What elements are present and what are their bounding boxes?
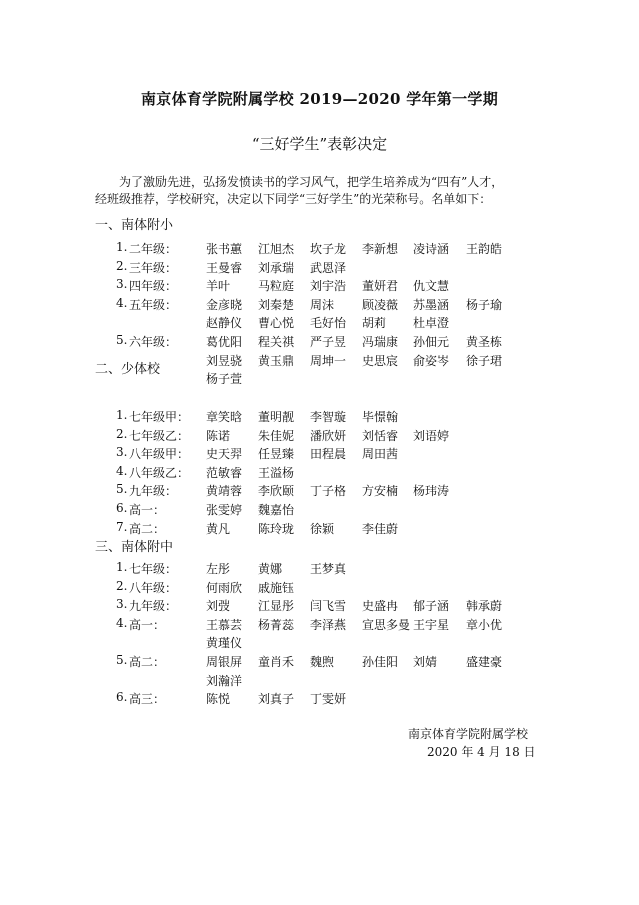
student-name: 王曼睿 — [206, 260, 243, 275]
student-name: 李欣颐 — [258, 484, 295, 499]
section-heading: 一、南体附小 — [95, 218, 174, 233]
section-heading: 二、少体校 — [95, 362, 161, 377]
student-name: 江旭杰 — [258, 242, 295, 256]
list-item — [0, 579, 639, 595]
student-name: 杨菁蕊 — [258, 617, 295, 632]
student-name: 徐子珺 — [466, 353, 503, 368]
item-number: 1. — [116, 408, 128, 422]
item-number: 4. — [116, 295, 128, 310]
student-name: 刘语婷 — [413, 428, 450, 443]
student-name: 刘昱骁 — [206, 353, 243, 368]
student-name: 苏墨涵 — [413, 297, 450, 312]
student-name: 周沫 — [310, 297, 335, 312]
list-item — [0, 259, 639, 275]
student-name: 田程晨 — [310, 447, 347, 462]
student-name: 黄靖蓉 — [206, 484, 243, 499]
student-name: 章笑晗 — [206, 410, 243, 424]
item-number: 5. — [116, 653, 128, 667]
student-name: 丁子格 — [310, 484, 347, 499]
student-name: 史思宸 — [362, 353, 399, 368]
list-item — [0, 616, 639, 632]
student-name: 刘秦楚 — [258, 297, 295, 312]
grade-label: 七年级： — [129, 562, 178, 576]
student-name: 曹心悦 — [258, 316, 295, 331]
list-item — [0, 445, 639, 461]
student-name: 董明靓 — [258, 410, 295, 424]
student-name: 毕憬翰 — [362, 410, 399, 424]
grade-label: 四年级： — [129, 279, 178, 294]
student-name: 张雯婷 — [206, 503, 243, 517]
student-name: 周田茜 — [362, 447, 399, 462]
student-name: 方安楠 — [362, 484, 399, 499]
student-name: 王溢杨 — [258, 465, 295, 480]
student-name: 武恩泽 — [310, 260, 347, 275]
signature: 南京体育学院附属学校 — [408, 727, 529, 741]
student-name: 黄凡 — [206, 521, 231, 536]
student-name: 韩承蔚 — [466, 599, 503, 614]
student-name: 王慕芸 — [206, 617, 243, 632]
student-name: 胡莉 — [362, 316, 387, 331]
student-name: 朱佳妮 — [258, 428, 295, 443]
student-name: 戚施钰 — [258, 580, 295, 595]
student-name: 左彤 — [206, 562, 231, 576]
student-name: 童肖禾 — [258, 655, 295, 669]
student-name: 史盛冉 — [362, 599, 399, 614]
list-item — [0, 690, 639, 706]
list-item — [0, 427, 639, 443]
student-name: 丁雯妍 — [310, 692, 347, 707]
list-item — [0, 464, 639, 480]
student-name: 刘宇浩 — [310, 279, 347, 294]
student-name: 何雨欣 — [206, 580, 243, 595]
student-name: 赵静仪 — [206, 316, 243, 331]
student-name: 周银屏 — [206, 655, 243, 669]
student-name: 李新想 — [362, 242, 399, 256]
document-date: 2020 年 4 月 18 日 — [427, 745, 536, 759]
item-number: 5. — [116, 333, 128, 347]
item-number: 3. — [116, 445, 128, 460]
student-name: 潘欣妍 — [310, 428, 347, 443]
list-item — [0, 560, 639, 576]
item-number: 6. — [116, 501, 128, 515]
student-name: 凌诗涵 — [413, 242, 450, 256]
item-number: 2. — [116, 426, 128, 441]
student-name: 黄玉鼎 — [258, 353, 295, 368]
student-name: 周坤一 — [310, 353, 347, 368]
grade-label: 九年级： — [129, 484, 178, 499]
student-name: 杨子萱 — [206, 372, 243, 387]
item-number: 7. — [116, 519, 128, 534]
list-item — [0, 520, 639, 536]
student-name: 徐颖 — [310, 521, 335, 536]
section-heading: 三、南体附中 — [95, 540, 174, 555]
student-name: 张书蕙 — [206, 242, 243, 256]
student-name: 杨子瑜 — [466, 297, 503, 312]
item-number: 2. — [116, 258, 128, 273]
page-title: 南京体育学院附属学校 2019—2020 学年第一学期 — [140, 90, 499, 108]
student-name: 李智璇 — [310, 410, 347, 424]
item-number: 1. — [116, 560, 128, 574]
grade-label: 六年级： — [129, 335, 178, 349]
student-name: 江显彤 — [258, 599, 295, 614]
grade-label: 九年级： — [129, 599, 178, 614]
student-name: 刘弢 — [206, 599, 231, 614]
student-name: 刘瀚洋 — [206, 673, 243, 688]
student-name: 王梦真 — [310, 562, 347, 576]
student-name: 刘婧 — [413, 655, 438, 669]
student-name: 刘真子 — [258, 692, 295, 707]
student-name: 王韵皓 — [466, 242, 503, 256]
student-name: 刘恬睿 — [362, 428, 399, 443]
item-number: 3. — [116, 597, 128, 612]
list-item — [0, 501, 639, 517]
intro-line-2: 经班级推荐，学校研究，决定以下同学“三好学生”的光荣称号。名单如下： — [95, 192, 492, 206]
student-name: 顾凌薇 — [362, 297, 399, 312]
student-name: 严子昱 — [310, 335, 347, 349]
student-name: 黄娜 — [258, 562, 283, 576]
student-name: 刘承瑞 — [258, 260, 295, 275]
student-name: 仇文慧 — [413, 279, 450, 294]
student-name: 章小优 — [466, 617, 503, 632]
grade-label: 高二： — [129, 655, 166, 669]
grade-label: 八年级乙： — [129, 465, 190, 480]
student-name: 马粒庭 — [258, 279, 295, 294]
list-item — [0, 597, 639, 613]
item-number: 4. — [116, 615, 128, 630]
item-number: 2. — [116, 578, 128, 593]
student-name: 冯瑞康 — [362, 335, 399, 349]
grade-label: 高一： — [129, 617, 166, 632]
student-name: 坎子龙 — [310, 242, 347, 256]
student-name: 李佳蔚 — [362, 521, 399, 536]
student-name: 宣思多曼 — [362, 617, 411, 632]
student-name: 葛优阳 — [206, 335, 243, 349]
student-name: 孙佳阳 — [362, 655, 399, 669]
grade-label: 高一： — [129, 503, 166, 517]
list-item — [0, 314, 639, 330]
student-name: 黄圣栋 — [466, 335, 503, 349]
list-item — [0, 296, 639, 312]
list-item — [0, 333, 639, 349]
student-name: 闫飞雪 — [310, 599, 347, 614]
grade-label: 八年级： — [129, 580, 178, 595]
student-name: 李泽燕 — [310, 617, 347, 632]
grade-label: 八年级甲： — [129, 447, 190, 462]
student-name: 郁子涵 — [413, 599, 450, 614]
list-item — [0, 482, 639, 498]
student-name: 任昱臻 — [258, 447, 295, 462]
student-name: 陈诺 — [206, 428, 231, 443]
list-item — [0, 672, 639, 688]
grade-label: 高三： — [129, 692, 166, 707]
student-name: 董妍君 — [362, 279, 399, 294]
student-name: 王宇星 — [413, 617, 450, 632]
list-item — [0, 277, 639, 293]
student-name: 盛建豪 — [466, 655, 503, 669]
item-number: 5. — [116, 482, 128, 497]
student-name: 毛好怡 — [310, 316, 347, 331]
student-name: 范敏睿 — [206, 465, 243, 480]
grade-label: 高二： — [129, 521, 166, 536]
list-item — [0, 240, 639, 256]
grade-label: 五年级： — [129, 297, 178, 312]
list-item — [0, 653, 639, 669]
student-name: 孙佃元 — [413, 335, 450, 349]
student-name: 魏嘉怡 — [258, 503, 295, 517]
grade-label: 七年级乙： — [129, 428, 190, 443]
list-item — [0, 634, 639, 650]
intro-line-1: 为了激励先进，弘扬发愤读书的学习风气，把学生培养成为“四有”人才， — [119, 175, 504, 189]
student-name: 魏煦 — [310, 655, 335, 669]
student-name: 程关祺 — [258, 335, 295, 349]
item-number: 3. — [116, 277, 128, 292]
item-number: 6. — [116, 690, 128, 705]
page-subtitle: “三好学生”表彰决定 — [251, 135, 388, 153]
student-name: 杨玮涛 — [413, 484, 450, 499]
item-number: 1. — [116, 240, 128, 254]
student-name: 史天羿 — [206, 447, 243, 462]
student-name: 黄瑾仪 — [206, 636, 243, 651]
grade-label: 二年级： — [129, 242, 178, 256]
intro-paragraph — [95, 174, 545, 208]
student-name: 羊叶 — [206, 279, 231, 294]
list-item — [0, 408, 639, 424]
student-name: 陈玲珑 — [258, 521, 295, 536]
student-name: 俞姿岑 — [413, 353, 450, 368]
student-name: 陈悦 — [206, 692, 231, 707]
student-name: 杜卓澄 — [413, 316, 450, 331]
student-name: 金彦晓 — [206, 297, 243, 312]
grade-label: 三年级： — [129, 260, 178, 275]
grade-label: 七年级甲： — [129, 410, 190, 424]
item-number: 4. — [116, 463, 128, 478]
